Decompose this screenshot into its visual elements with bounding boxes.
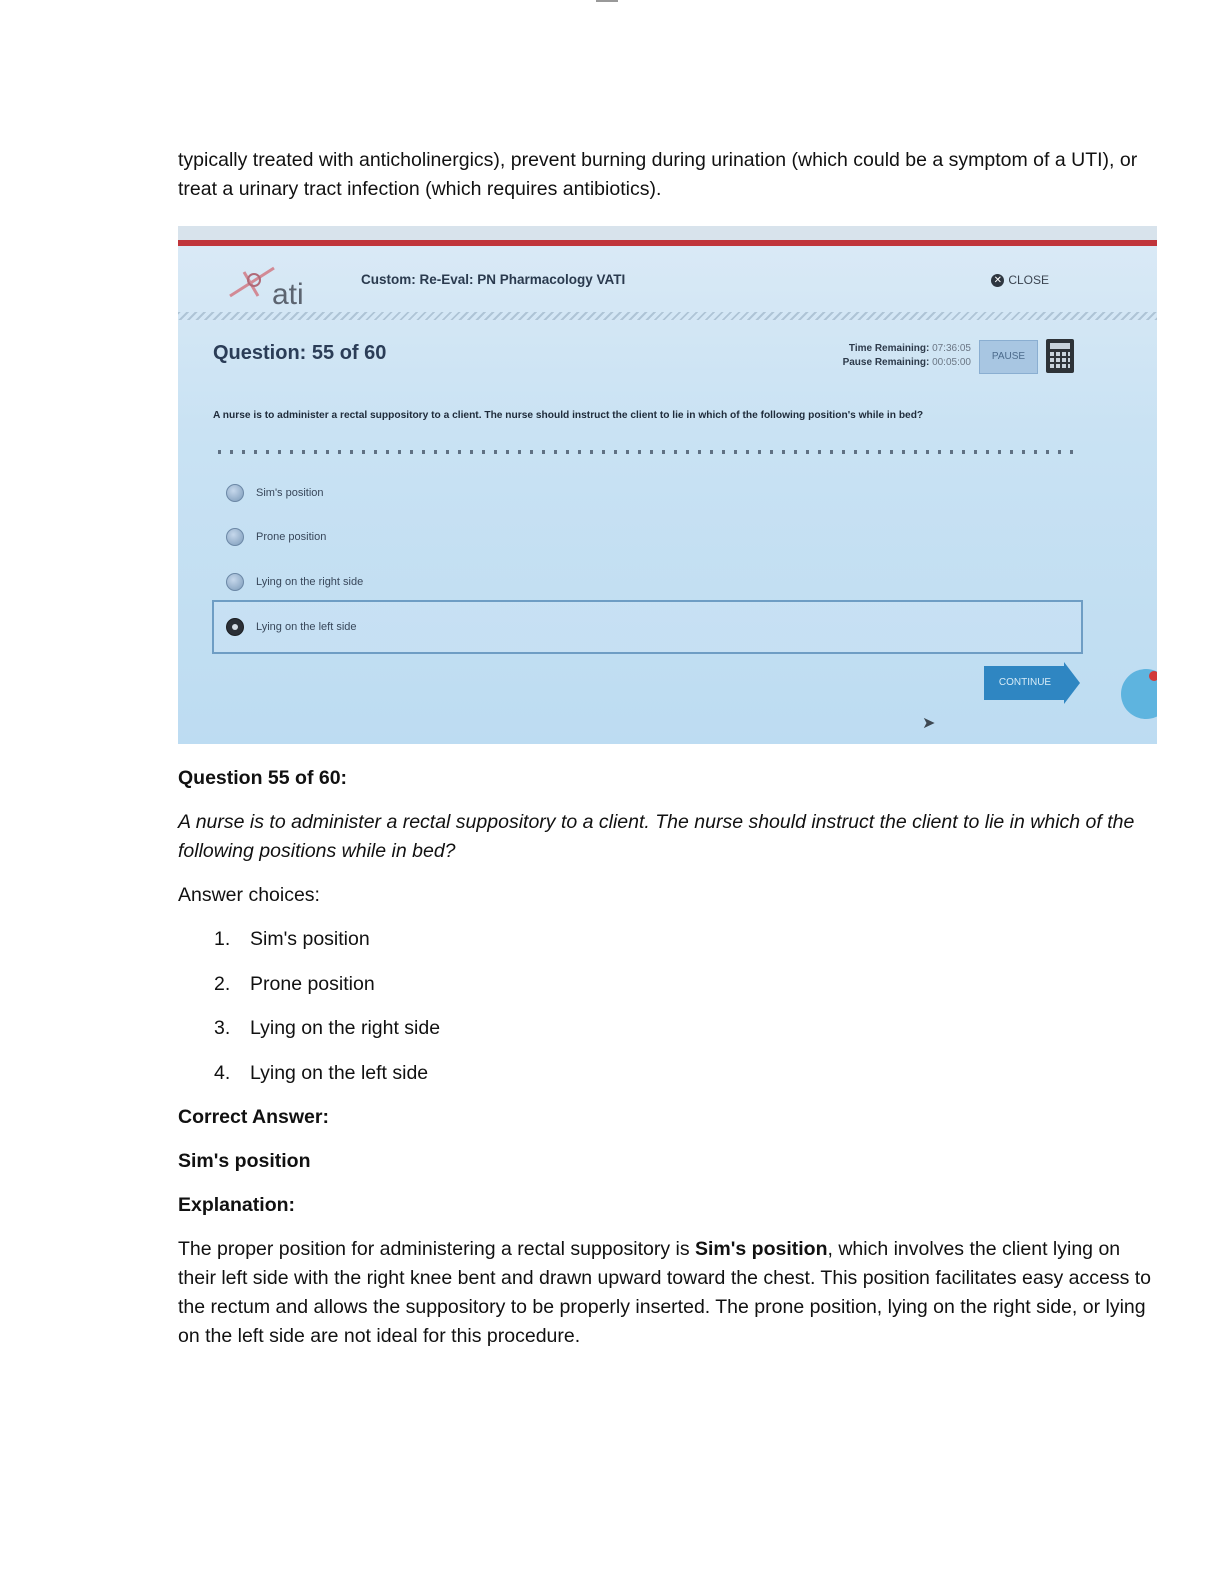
continue-button[interactable]: CONTINUE [984, 666, 1066, 700]
list-text: Lying on the right side [250, 1017, 441, 1039]
question-stem: A nurse is to administer a rectal suppository to a client. The nurse should instruct the client to lie in which of the following position's while in bed? [213, 410, 924, 421]
logo-text: ati [272, 278, 304, 310]
explanation-before: The proper position for administering a rectal suppository is [178, 1238, 695, 1260]
question-counter: Question: 55 of 60 [213, 342, 387, 364]
explanation-label: Explanation: [178, 1194, 296, 1216]
list-item [214, 1014, 1158, 1043]
list-text: Sim's position [250, 928, 370, 950]
mouse-cursor-icon: ➤ [922, 715, 936, 732]
question-heading: Question 55 of 60: [178, 767, 348, 789]
option-prone-position[interactable] [226, 528, 326, 546]
list-text: Prone position [250, 972, 375, 995]
close-icon: ✕ [991, 274, 1004, 287]
radio-button[interactable] [226, 528, 244, 546]
chat-bubble-icon[interactable] [1121, 669, 1157, 719]
pause-button[interactable]: PAUSE [979, 340, 1038, 374]
timer-panel [843, 342, 971, 370]
exam-screenshot [178, 226, 1157, 744]
option-label: Sim's position [256, 487, 324, 499]
intro-paragraph: typically treated with anticholinergics), prevent burning during urination (which could be a symptom of a UTI), or treat a urinary tract infection (which requires antibiotics). [178, 149, 1138, 200]
option-left-side[interactable] [226, 618, 357, 636]
option-label: Prone position [256, 531, 327, 543]
time-remaining-value: 07:36:05 [932, 343, 971, 354]
option-label: Lying on the left side [256, 621, 357, 633]
question-text: A nurse is to administer a rectal suppository to a client. The nurse should instruct the client to lie in which of the following positions while in bed? [178, 811, 1135, 862]
page-top-mark [596, 0, 618, 2]
pause-remaining-value: 00:05:00 [932, 357, 971, 368]
option-label: Lying on the right side [256, 576, 364, 588]
close-button[interactable] [991, 273, 1049, 287]
list-text: Lying on the left side [250, 1061, 429, 1084]
option-right-side[interactable] [226, 573, 363, 591]
radio-button[interactable] [226, 573, 244, 591]
list-number: 3. [214, 1017, 231, 1039]
correct-answer: Sim's position [178, 1150, 311, 1172]
notification-badge [1149, 671, 1157, 681]
exam-title: Custom: Re-Eval: PN Pharmacology VATI [361, 272, 626, 287]
continue-arrow-icon[interactable] [1064, 662, 1080, 704]
time-remaining-label: Time Remaining: [848, 343, 930, 354]
list-item [214, 1059, 1158, 1088]
list-number: 2. [214, 972, 231, 995]
list-item [214, 925, 1158, 954]
correct-answer-label: Correct Answer: [178, 1106, 329, 1128]
close-label: CLOSE [1008, 273, 1049, 287]
list-item [214, 970, 1158, 999]
option-sims-position[interactable] [226, 484, 324, 502]
explanation-text [178, 1235, 1158, 1351]
explanation-bold: Sim's position [695, 1238, 828, 1260]
header-divider [178, 312, 1157, 320]
list-number: 4. [214, 1061, 231, 1084]
pause-remaining-label: Pause Remaining: [842, 357, 930, 368]
explanation-after: , which involves the client lying on their left side with the right knee bent and drawn upward toward the chest. This position facilitates easy access to the rectum and allows the suppository to be properly inserted. The prone position, lying on the right side, or lying on the left side are not ideal for this procedure. [178, 1238, 1152, 1347]
list-number: 1. [214, 928, 231, 950]
radio-button[interactable] [226, 484, 244, 502]
ati-logo [228, 258, 328, 310]
answer-choices-label: Answer choices: [178, 884, 320, 906]
radio-button-selected[interactable] [226, 618, 244, 636]
exam-header [178, 246, 1157, 314]
browser-top-strip [178, 226, 1157, 240]
document-body [178, 146, 1158, 1366]
answer-choices-list [178, 925, 1158, 1088]
calculator-icon[interactable] [1046, 339, 1074, 373]
dotted-divider [218, 450, 1073, 454]
